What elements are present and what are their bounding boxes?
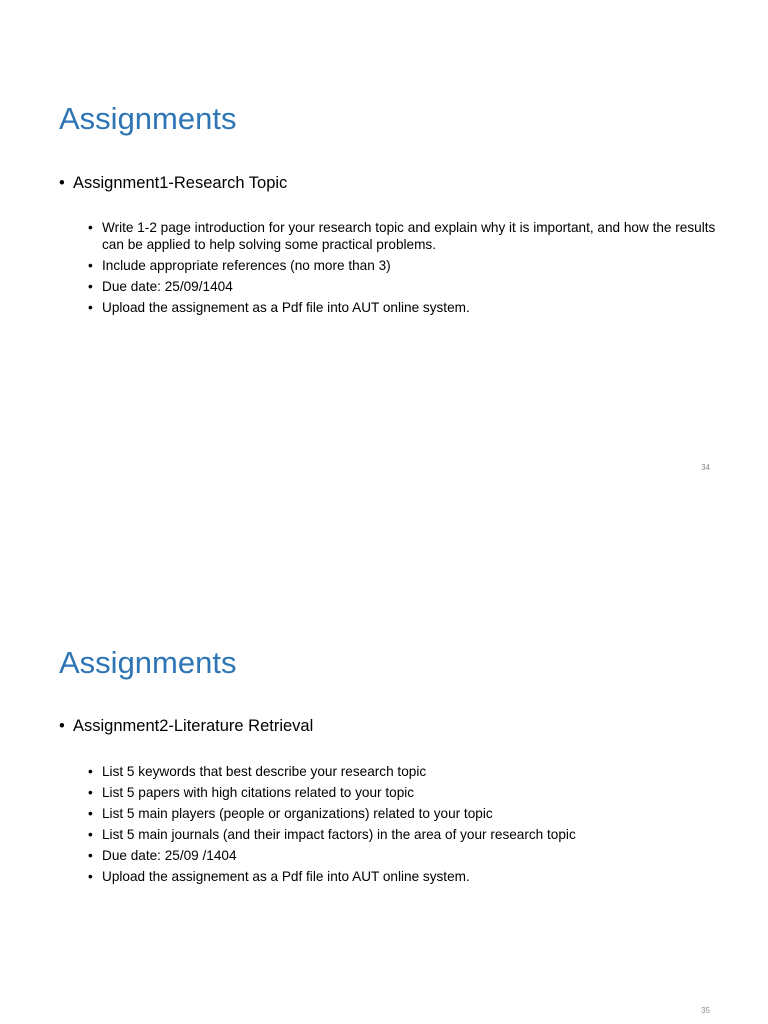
bullet-icon: • [88,258,93,273]
bullet-icon: • [88,827,93,842]
sub-bullet-list [88,763,718,889]
list-item [88,278,718,295]
bullet-icon: • [88,279,93,294]
assignment-heading [59,174,287,192]
list-item [88,826,718,843]
bullet-icon: • [88,869,93,884]
bullet-icon: • [88,806,93,821]
assignment-heading [59,717,313,735]
list-item-text: List 5 main players (people or organizations) related to your topic [102,806,493,821]
bullet-icon: • [88,785,93,800]
list-item [88,299,718,316]
list-item-text: Upload the assignement as a Pdf file into AUT online system. [102,300,470,315]
bullet-icon: • [88,848,93,863]
assignment-heading-text: Assignment2-Literature Retrieval [73,717,314,735]
list-item [88,219,718,253]
bullet-icon: • [88,220,93,235]
list-item [88,257,718,274]
main-bullet-list [59,174,287,192]
assignment-heading-text: Assignment1-Research Topic [73,174,288,192]
sub-bullet-list [88,219,718,320]
page-number: 34 [701,463,710,472]
list-item-text: List 5 main journals (and their impact factors) in the area of your research topic [102,827,576,842]
list-item-text: Due date: 25/09/1404 [102,279,233,294]
list-item-text: Upload the assignement as a Pdf file into AUT online system. [102,869,470,884]
bullet-icon: • [59,174,65,192]
page-number: 35 [701,1006,710,1015]
list-item [88,847,718,864]
bullet-icon: • [88,300,93,315]
list-item [88,784,718,801]
list-item [88,763,718,780]
slide-title: Assignments [59,101,237,136]
list-item-text: List 5 papers with high citations related to your topic [102,785,415,800]
slide-title: Assignments [59,645,237,680]
list-item [88,868,718,885]
list-item-text: Include appropriate references (no more than 3) [102,258,391,273]
list-item-text: List 5 keywords that best describe your research topic [102,764,427,779]
slide-35 [0,512,768,1024]
list-item-text: Due date: 25/09 /1404 [102,848,237,863]
bullet-icon: • [59,717,65,735]
list-item [88,805,718,822]
main-bullet-list [59,717,313,735]
list-item-text: Write 1-2 page introduction for your research topic and explain why it is important, and how the results can be applied to help solving some practical problems. [102,220,716,252]
bullet-icon: • [88,764,93,779]
